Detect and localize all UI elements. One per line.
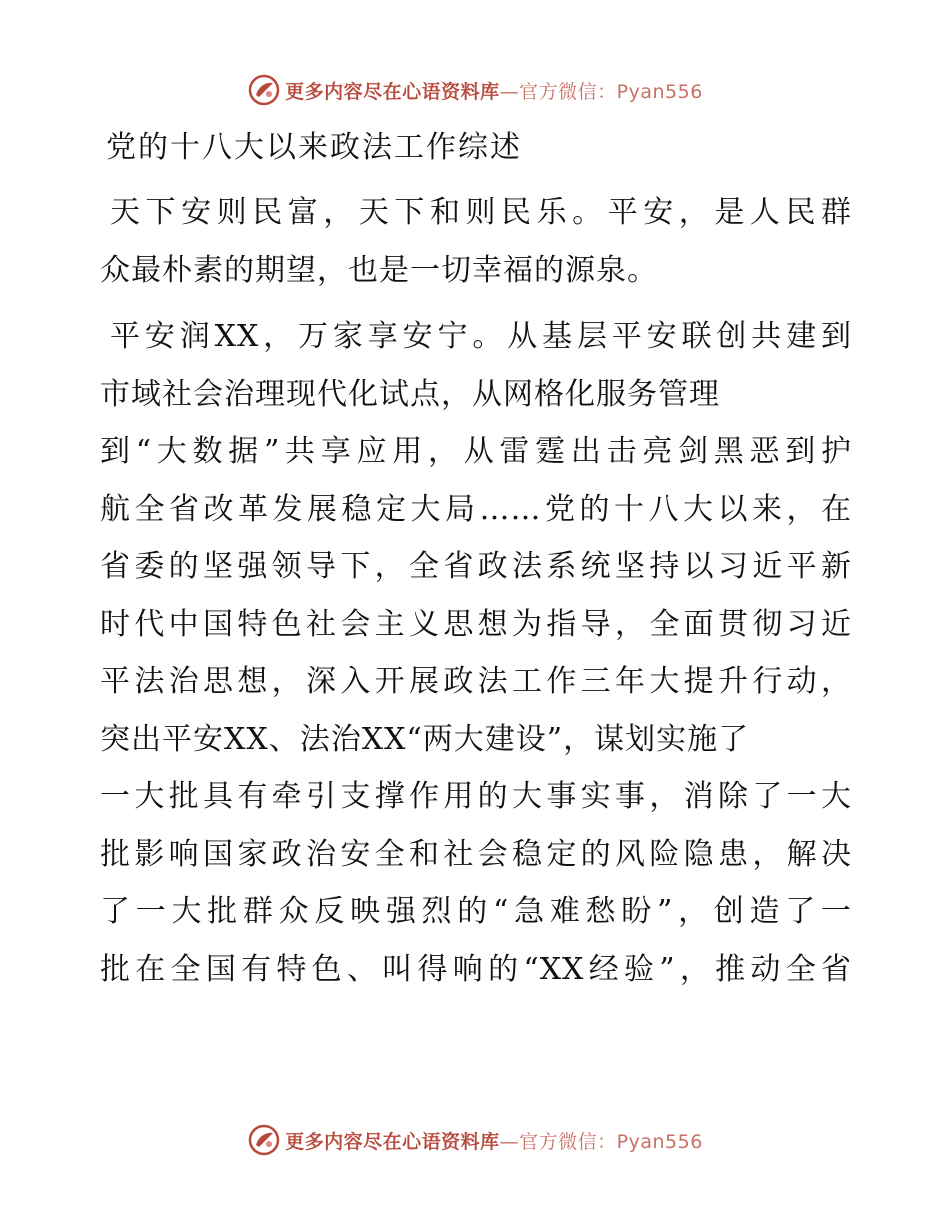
footer-watermark (0, 1120, 950, 1160)
paragraph-line: 批在全国有特色、叫得响的“XX经验”，推动全省 (100, 951, 852, 987)
watermark-main-text: 更多内容尽在心语资料库 (285, 1130, 500, 1153)
paragraph-line: 一大批具有牵引支撑作用的大事实事，消除了一大 (100, 779, 852, 814)
paragraph-line: 到“大数据”共享应用，从雷霆出击亮剑黑恶到护 (100, 434, 852, 469)
paragraph-line: 航全省改革发展稳定大局……党的十八大以来，在 (100, 491, 852, 527)
brand-logo-icon (247, 1123, 281, 1157)
watermark-separator: — (499, 1130, 520, 1153)
document-body (100, 122, 852, 998)
paragraph-line: 批影响国家政治安全和社会稳定的风险隐患，解决 (100, 836, 852, 872)
watermark-contact-text: 官方微信：Pyan556 (519, 1130, 703, 1153)
paragraph-line: 众最朴素的期望，也是一切幸福的源泉。 (100, 252, 658, 288)
paragraph-line: 平安润XX，万家享安宁。从基层平安联创共建到 (110, 319, 852, 354)
watermark-contact-text: 官方微信：Pyan556 (519, 80, 703, 103)
paragraph-1 (100, 184, 852, 299)
paragraph-line: 突出平安XX、法治XX“两大建设”，谋划实施了 (100, 721, 750, 757)
paragraph-line: 市域社会治理现代化试点，从网格化服务管理 (100, 376, 720, 412)
brand-logo-icon (247, 73, 281, 107)
paragraph-line: 天下安则民富，天下和则民乐。平安，是人民群 (110, 195, 852, 230)
watermark-main-text: 更多内容尽在心语资料库 (285, 80, 500, 103)
paragraph-2 (100, 308, 852, 998)
document-title: 党的十八大以来政法工作综述 (106, 130, 522, 165)
paragraph-line: 时代中国特色社会主义思想为指导，全面贯彻习近 (100, 606, 852, 642)
watermark-separator: — (499, 80, 520, 103)
header-watermark (0, 70, 950, 110)
paragraph-line: 了一大批群众反映强烈的“急难愁盼”，创造了一 (100, 894, 852, 929)
paragraph-line: 省委的坚强领导下，全省政法系统坚持以习近平新 (100, 549, 852, 584)
paragraph-line: 平法治思想，深入开展政法工作三年大提升行动， (100, 664, 852, 699)
